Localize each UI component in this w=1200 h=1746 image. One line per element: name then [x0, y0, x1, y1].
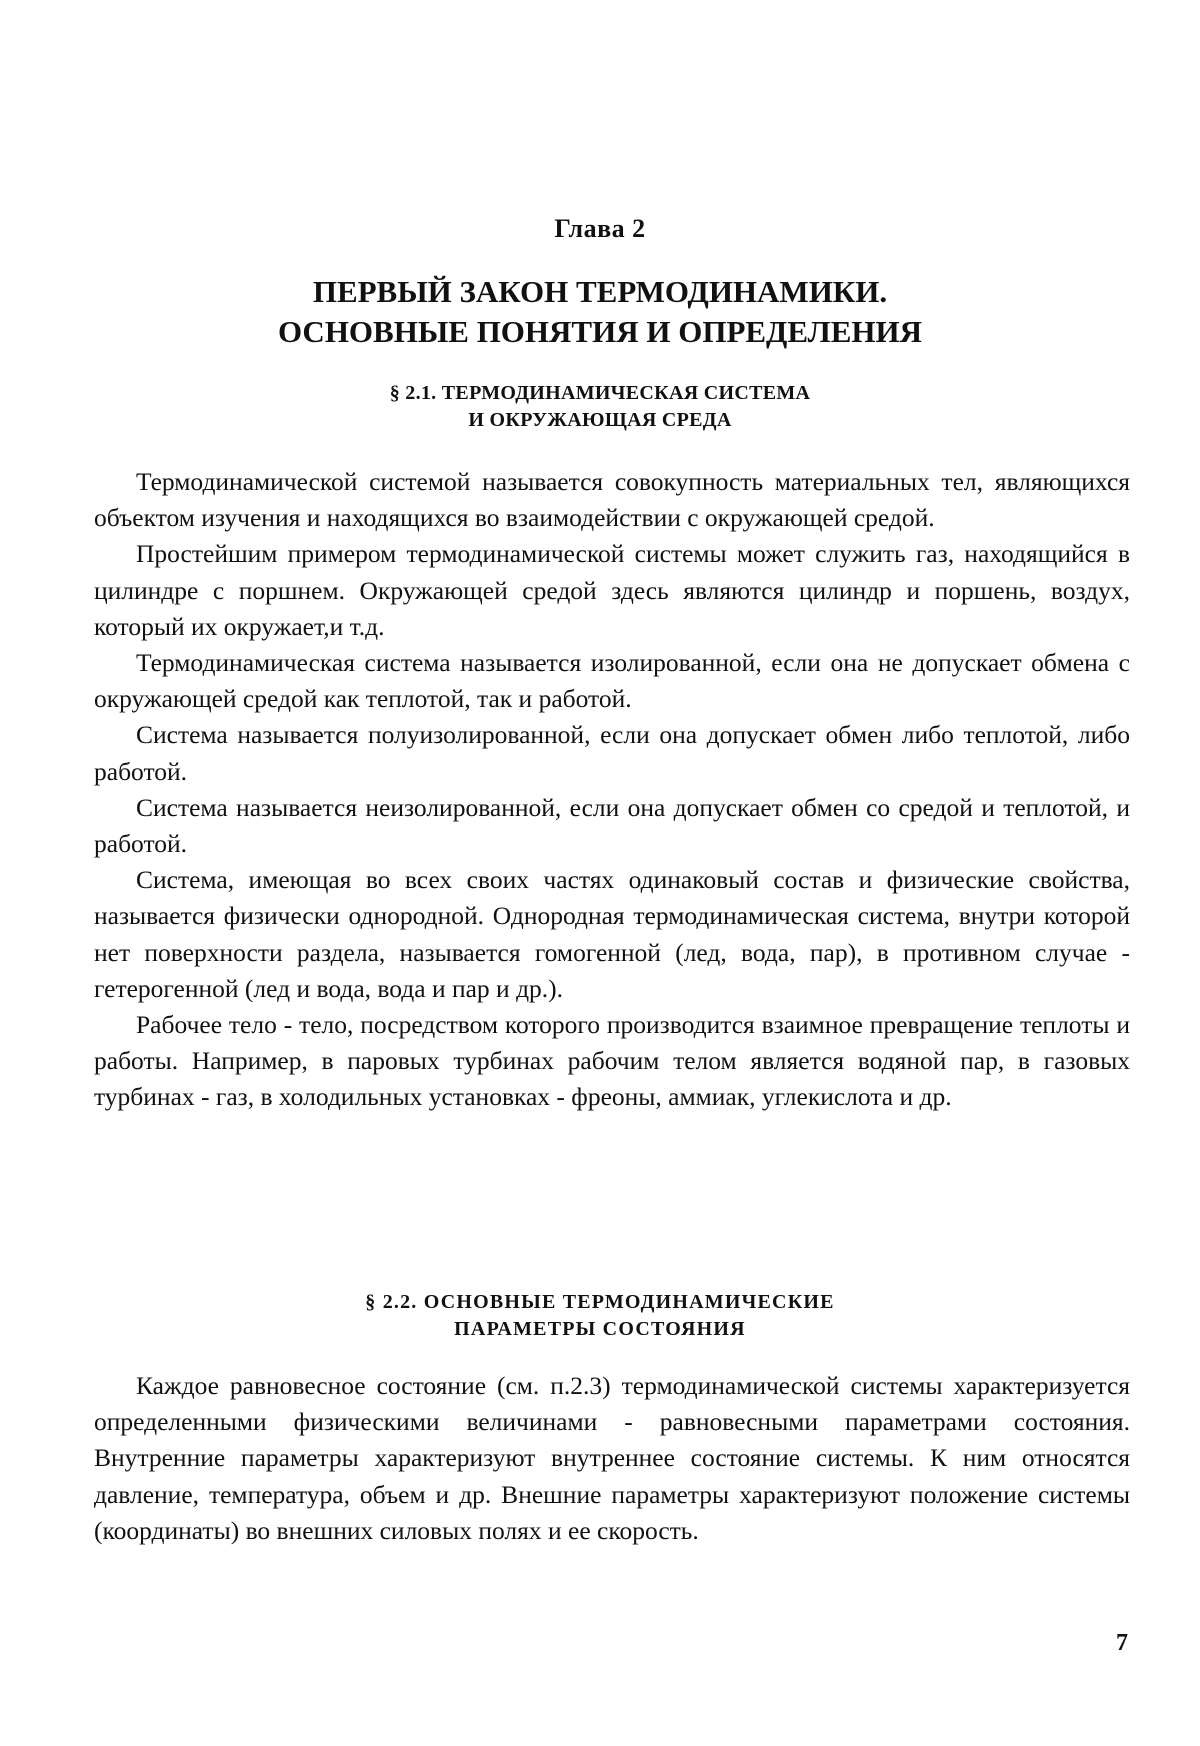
section-2-2-heading	[0, 1289, 1200, 1343]
section-2-2-heading-line-2: ПАРАМЕТРЫ СОСТОЯНИЯ	[454, 1318, 746, 1340]
section-2-1-heading	[0, 380, 1200, 434]
chapter-title	[0, 272, 1200, 352]
section-2-1-body	[94, 464, 1130, 1116]
chapter-title-line-2: ОСНОВНЫЕ ПОНЯТИЯ И ОПРЕДЕЛЕНИЯ	[277, 314, 923, 349]
paragraph-semi-isolated-system: Система называется полуизолированной, если она допускает обмен либо теплотой, либо работой.	[94, 720, 1130, 786]
paragraph-non-isolated-system: Система называется неизолированной, если она допускает обмен со средой и теплотой, и работой.	[94, 792, 1130, 859]
section-2-2-heading-line-1: § 2.2. ОСНОВНЫЕ ТЕРМОДИНАМИЧЕСКИЕ	[365, 1291, 835, 1313]
paragraph-state-parameters: Каждое равновесное состояние (см. п.2.3) термодинамической системы характеризуется определенными физическими величинами - равновесными параметрами состояния. Внутренние параметры характеризуют внутреннее состояние системы. К ним относятся давление, температура, объем и др. Внешние параметры характеризуют положение системы (координаты) во внешних силовых полях и ее скорость.	[94, 1371, 1130, 1545]
paragraph-homogeneous-system: Система, имеющая во всех своих частях одинаковый состав и физические свойства, называется физически однородной. Однородная термодинамическая система, внутри которой нет поверхности раздела, называется гомогенной (лед, вода, пар), в противном случае - гетерогенной (лед и вода, вода и пар и др.).	[94, 865, 1130, 1003]
section-2-1-heading-line-2: И ОКРУЖАЮЩАЯ СРЕДА	[468, 409, 732, 431]
paragraph-isolated-system: Термодинамическая система называется изолированной, если она не допускает обмена с окружающей средой как теплотой, так и работой.	[94, 648, 1130, 714]
paragraph-system-definition: Термодинамической системой называется совокупность материальных тел, являющихся объектом изучения и находящихся во взаимодействии с окружающей средой.	[94, 467, 1130, 533]
section-2-2-body	[94, 1368, 1130, 1549]
section-2-1-heading-line-1: § 2.1. ТЕРМОДИНАМИЧЕСКАЯ СИСТЕМА	[389, 382, 811, 404]
chapter-title-line-1: ПЕРВЫЙ ЗАКОН ТЕРМОДИНАМИКИ.	[312, 274, 888, 309]
page-number: 7	[1116, 1630, 1128, 1656]
paragraph-system-example: Простейшим примером термодинамической системы может служить газ, находящийся в цилиндре с поршнем. Окружающей средой здесь являются цилиндр и поршень, воздух, который их окружает,и т.д.	[94, 539, 1130, 641]
chapter-label: Глава 2	[554, 214, 646, 243]
paragraph-working-body: Рабочее тело - тело, посредством которого производится взаимное превращение теплоты и работы. Например, в паровых турбинах рабочим телом является водяной пар, в газовых турбинах - газ, в холодильных установках - фреоны, аммиак, углекислота и др.	[94, 1010, 1130, 1112]
